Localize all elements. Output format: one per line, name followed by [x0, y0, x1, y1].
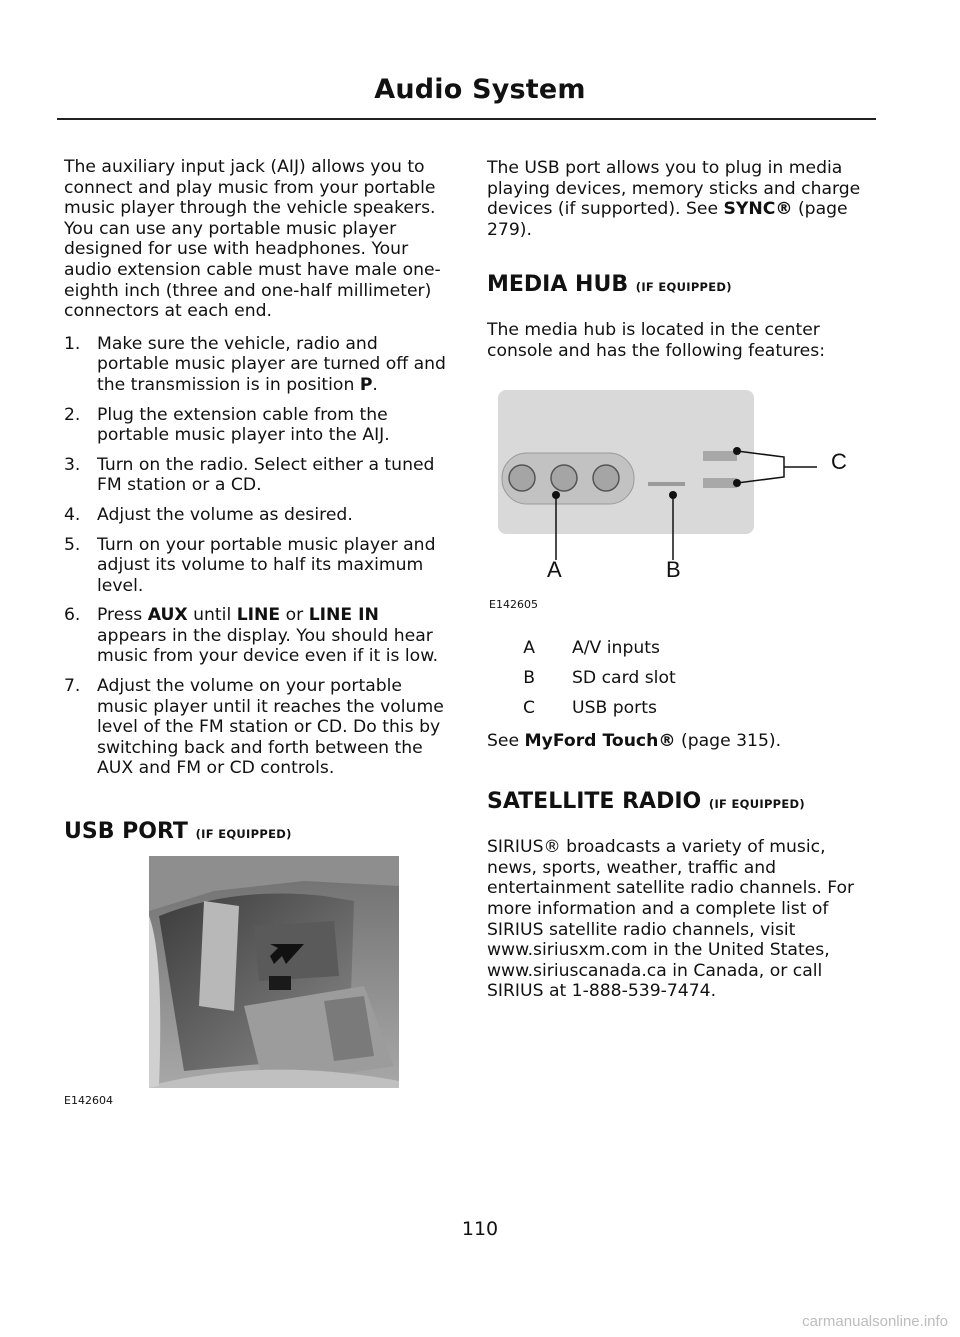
step-bold: AUX [147, 605, 188, 626]
heading-equipped: (IF EQUIPPED) [708, 797, 805, 812]
usb-console-photo [64, 856, 450, 1130]
step-text: Adjust the volume as desired. [97, 504, 353, 525]
see-reference [487, 731, 879, 752]
satellite-radio-text: SIRIUS® broadcasts a variety of music, news, sports, weather, traffic and entertainment satellite radio channels. For more information and a complete list of SIRIUS satellite radio channels, visit www.siriusxm.com in the United States, www.siriuscanada.ca in Canada, or call SIRIUS at 1-888-539-7474. [487, 837, 855, 1002]
key-row [487, 638, 879, 668]
usb-port-description [487, 158, 879, 240]
heading-text: MEDIA HUB [487, 272, 629, 298]
list-item [64, 676, 450, 779]
step-text: Adjust the volume on your portable music player until it reaches the volume level of the FM station or CD. Do this by switching back and forth between the AUX and FM or CD controls. [97, 676, 444, 779]
list-item [64, 605, 450, 667]
label-b: B [666, 556, 681, 582]
media-hub-diagram [487, 388, 879, 620]
step-text: Turn on your portable music player and adjust its volume to half its maximum level. [97, 534, 436, 596]
key-letter: B [523, 667, 535, 688]
step-number: 7. [64, 676, 81, 697]
body-text: See [487, 730, 525, 751]
list-item [64, 505, 450, 526]
body-bold: SYNC® [723, 199, 793, 220]
media-hub-key [487, 638, 879, 728]
step-number: 2. [64, 404, 81, 425]
media-hub-illustration [487, 388, 879, 620]
step-number: 1. [64, 333, 81, 354]
page-number: 110 [461, 1218, 499, 1240]
step-number: 6. [64, 605, 81, 626]
key-desc: SD card slot [572, 667, 676, 688]
step-text: Make sure the vehicle, radio and portable music player are turned off and the transmission is in position [97, 333, 446, 395]
step-bold: P [359, 374, 373, 395]
step-text: until [187, 605, 237, 626]
header-divider [57, 118, 876, 120]
satellite-radio-heading [487, 789, 879, 817]
list-item [64, 334, 450, 396]
heading-text: USB PORT [64, 819, 188, 845]
aij-steps [64, 334, 450, 779]
media-hub-heading [487, 272, 879, 300]
key-desc: USB ports [572, 697, 657, 718]
key-row [487, 698, 879, 728]
list-item [64, 455, 450, 496]
list-item [64, 535, 450, 597]
page-title: Audio System [374, 74, 586, 105]
aij-intro: The auxiliary input jack (AIJ) allows you to connect and play music from your portable music player through the vehicle speakers. You can use any portable music player designed for use with headphones. Your audio extension cable must have male one-eighth inch (three and one-half millimeter) connectors at each end. [64, 157, 441, 322]
body-bold: MyFord Touch® [524, 730, 676, 751]
heading-text: SATELLITE RADIO [487, 789, 702, 815]
key-letter: C [522, 697, 535, 718]
key-desc: A/V inputs [572, 637, 660, 658]
label-c: C [831, 448, 847, 474]
step-text: appears in the display. You should hear music from your device even if it is low. [97, 625, 439, 667]
key-row [487, 668, 879, 698]
step-number: 4. [64, 504, 81, 525]
step-text: Turn on the radio. Select either a tuned FM station or a CD. [97, 454, 435, 496]
label-a: A [547, 556, 562, 582]
key-letter: A [523, 637, 535, 658]
step-text: . [372, 374, 378, 395]
step-bold: LINE IN [308, 605, 379, 626]
usb-port-heading [64, 819, 450, 847]
heading-equipped: (IF EQUIPPED) [195, 827, 292, 842]
body-text: (page 315). [675, 730, 782, 751]
step-text: Plug the extension cable from the portable music player into the AIJ. [97, 404, 390, 446]
usb-port-figure [64, 856, 450, 1130]
figure-code: E142604 [64, 1094, 113, 1108]
right-column [487, 158, 879, 1002]
body-text: (page 279). [487, 199, 848, 240]
body-text: The USB port allows you to plug in media playing devices, memory sticks and charge devices (if supported). See [487, 158, 861, 220]
step-text: Press [97, 605, 148, 626]
step-number: 3. [64, 454, 81, 475]
step-number: 5. [64, 534, 81, 555]
step-text: or [280, 605, 309, 626]
list-item [64, 405, 450, 446]
left-column [64, 157, 450, 1130]
step-bold: LINE [236, 605, 281, 626]
media-hub-intro: The media hub is located in the center console and has the following features: [487, 320, 825, 361]
watermark: carmanualsonline.info [802, 1313, 948, 1330]
heading-equipped: (IF EQUIPPED) [635, 280, 732, 295]
figure-code: E142605 [489, 597, 538, 611]
